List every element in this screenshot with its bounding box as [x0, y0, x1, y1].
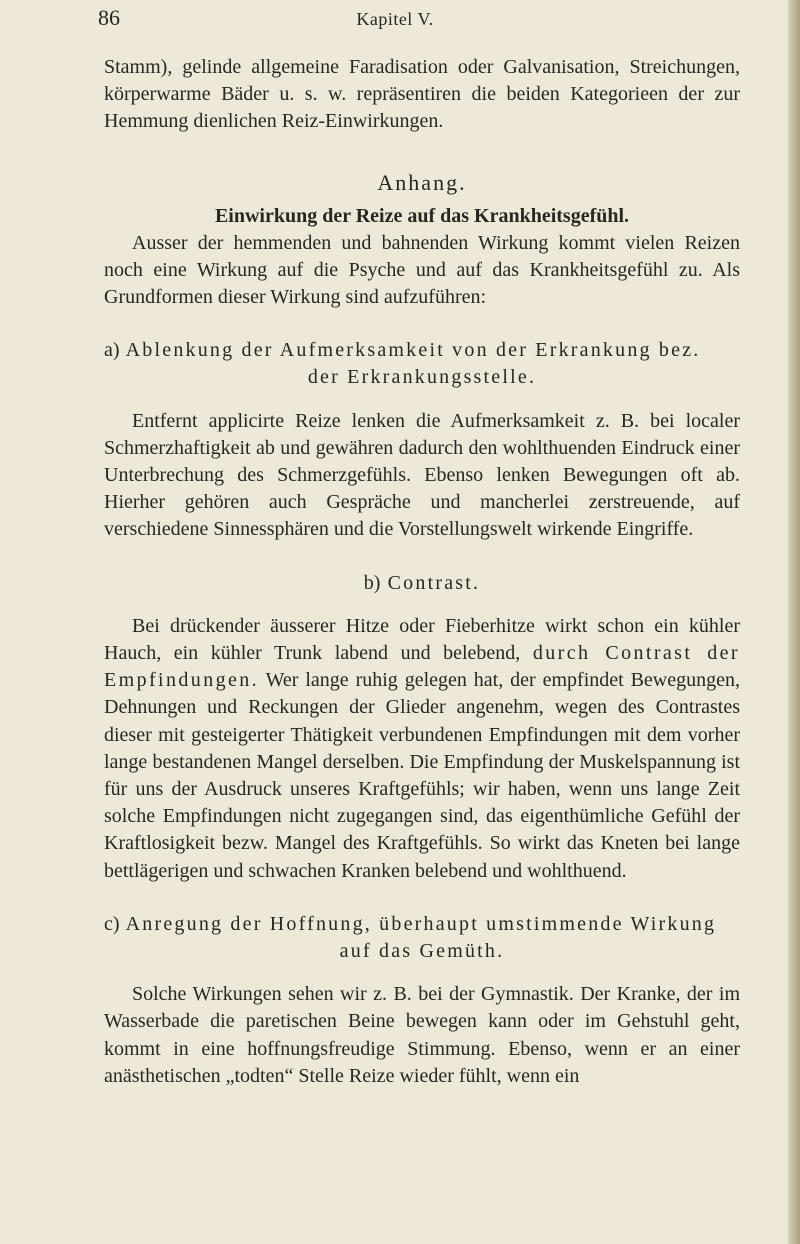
paragraph-b-emphasis: durch Contrast der Empfindungen. — [104, 642, 740, 692]
subsection-a-heading-line1: Ablenkung der Aufmerksamkeit von der Erkrankung bez. — [125, 339, 701, 362]
page-number: 86 — [98, 5, 120, 30]
appendix-heading: Anhang. — [377, 169, 467, 195]
paragraph-section-intro: Ausser der hemmenden und bahnenden Wirkung kommt vielen Reizen noch eine Wirkung auf die Psyche und auf das Krankheitsgefühl zu. Als Grundformen dieser Wirkung sind aufzuführen: — [104, 231, 740, 309]
section-title: Einwirkung der Reize auf das Krankheitsgefühl. — [214, 204, 630, 227]
paragraph-b-start: Bei drückender äusserer Hitze oder Fieberhitze wirkt schon ein kühler Hauch, ein kühler Trunk labend und belebend, — [104, 614, 740, 665]
running-head: Kapitel V. — [356, 9, 434, 29]
subsection-b-heading — [104, 570, 740, 597]
subsection-a-heading-line2: der Erkrankungsstelle. — [307, 366, 537, 389]
paragraph-intro: Stamm), gelinde allgemeine Faradisation oder Galvanisation, Streichungen, körperwarme Bäder u. s. w. repräsentiren die beiden Kategorieen der zur Hemmung dienlichen Reiz-Einwirkungen. — [104, 56, 740, 133]
page-edge — [788, 0, 800, 1244]
page-header — [0, 0, 790, 40]
subsection-c-heading-line2: auf das Gemüth. — [339, 940, 505, 963]
paragraph-b — [104, 613, 740, 885]
paragraph-c: Solche Wirkungen sehen wir z. B. bei der Gymnastik. Der Kranke, der im Wasserbade die paretischen Beine bewegen kann oder im Gehstuhl geht, kommt in eine hoffnungsfreudige Stimmung. Ebenso, wenn er an einer anästhetischen „todten“ Stelle Reize wieder fühlt, wenn ein — [104, 983, 740, 1087]
page-content — [104, 54, 740, 1090]
subsection-b-title: Contrast. — [387, 571, 481, 594]
subsection-a-label: a) — [104, 339, 120, 362]
subsection-c-heading-line1: Anregung der Hoffnung, überhaupt umstimmende Wirkung — [125, 912, 717, 935]
subsection-a-heading — [104, 337, 740, 391]
paragraph-b-end: Wer lange ruhig gelegen hat, der empfindet Bewegungen, Dehnungen und Reckungen der Glieder angenehm, wegen des Contrastes dieser mit gesteigerter Thätigkeit verbundenen Empfindungen mit dem vorher lange bestandenen Mangel derselben. Die Empfindung der Muskelspannung ist für uns der Ausdruck unseres Kraftgefühls; wir haben, wenn uns lange Zeit solche Empfindungen nicht zugegangen sind, das eigenthümliche Gefühl der Kraftlosigkeit bezw. Mangel des Kraftgefühls. So wirkt das Kneten bei lange bettlägerigen und schwachen Kranken belebend und wohlthuend. — [104, 669, 741, 882]
paragraph-a: Entfernt applicirte Reize lenken die Aufmerksamkeit z. B. bei localer Schmerzhaftigkeit ab und gewähren dadurch den wohlthuenden Eindruck einer Unterbrechung des Schmerzgefühls. Ebenso lenken Bewegungen oft ab. Hierher gehören auch Gespräche und mancherlei zerstreuende, auf verschiedene Sinnessphären und die Vorstellungswelt wirkende Eingriffe. — [104, 409, 740, 541]
subsection-c-label: c) — [104, 912, 120, 935]
subsection-b-label: b) — [363, 571, 381, 594]
subsection-c-heading — [104, 911, 740, 965]
